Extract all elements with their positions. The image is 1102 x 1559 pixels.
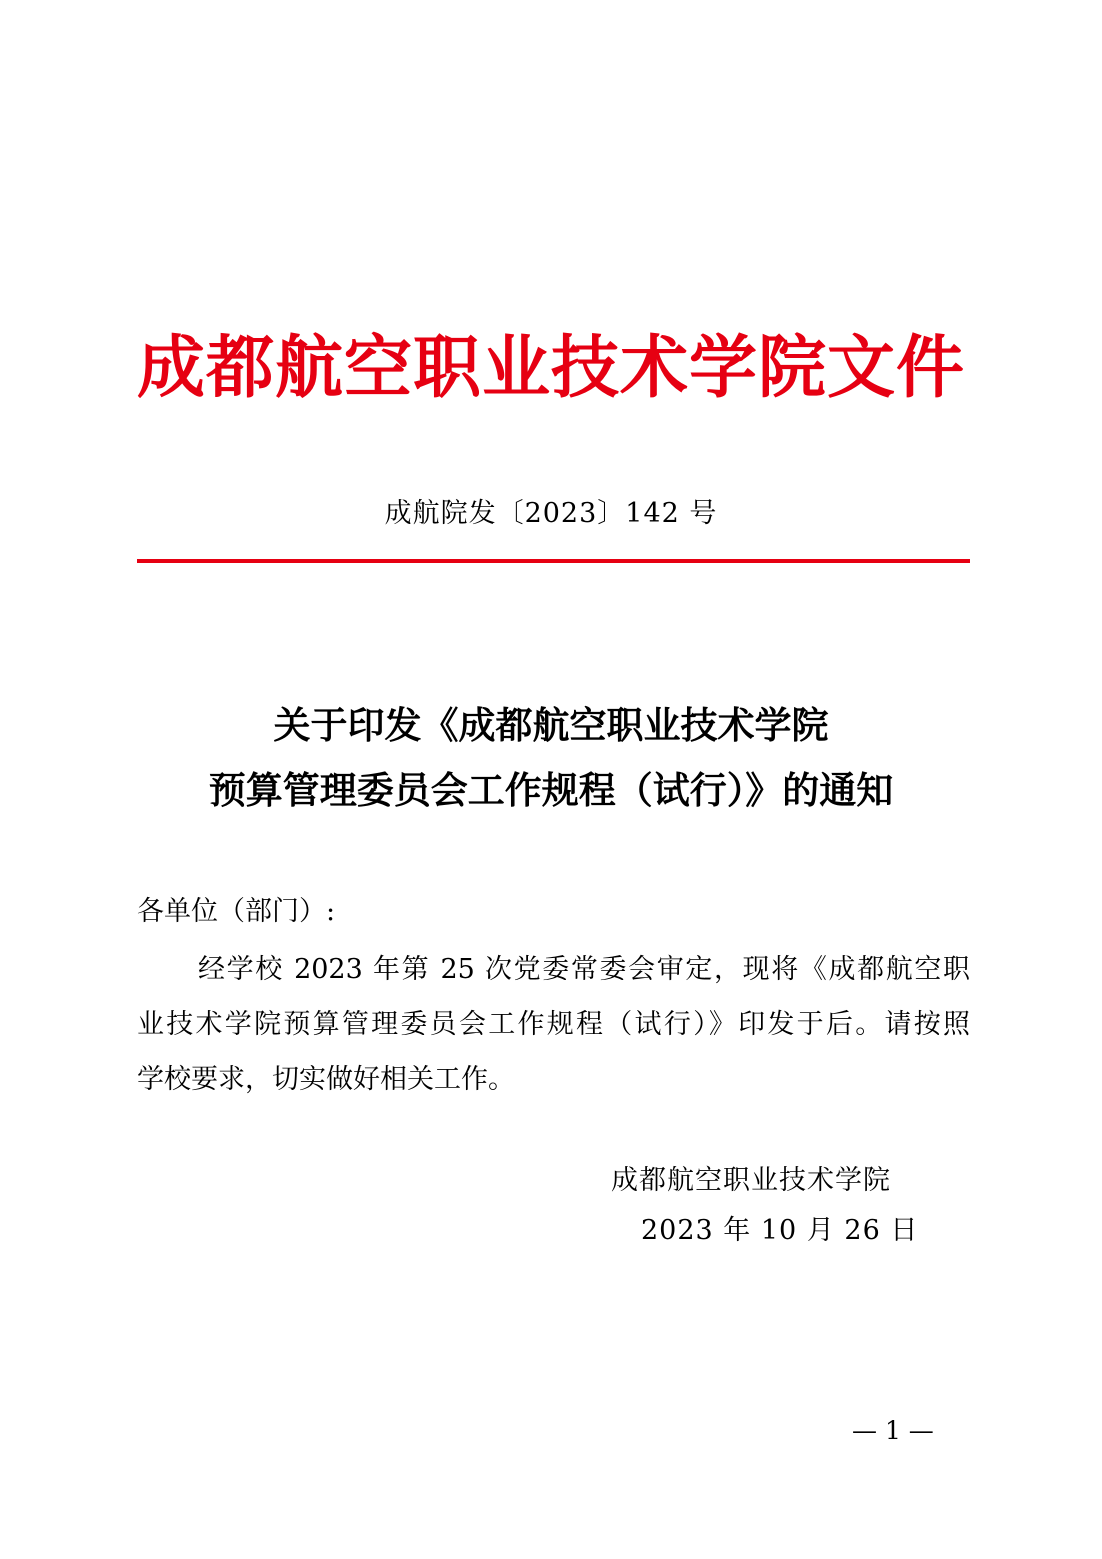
body-paragraph-line-2: 业技术学院预算管理委员会工作规程（试行）》印发于后。请按照 (137, 1009, 970, 1040)
notice-title-line-1: 关于印发《成都航空职业技术学院 (273, 704, 829, 747)
document-number: 成航院发〔2023〕142 号 (384, 498, 718, 529)
issuer-title: 成都航空职业技术学院文件 (136, 328, 965, 408)
salutation: 各单位（部门）: (137, 896, 336, 927)
red-divider (137, 559, 970, 563)
signature-organization: 成都航空职业技术学院 (611, 1165, 891, 1196)
page-number: — 1 — (852, 1416, 934, 1445)
body-paragraph-line-3: 学校要求，切实做好相关工作。 (137, 1064, 515, 1095)
signature-date: 2023 年 10 月 26 日 (641, 1215, 919, 1246)
notice-title-line-2: 预算管理委员会工作规程（试行）》的通知 (208, 769, 894, 812)
body-paragraph-line-1: 经学校 2023 年第 25 次党委常委会审定，现将《成都航空职 (198, 954, 970, 985)
